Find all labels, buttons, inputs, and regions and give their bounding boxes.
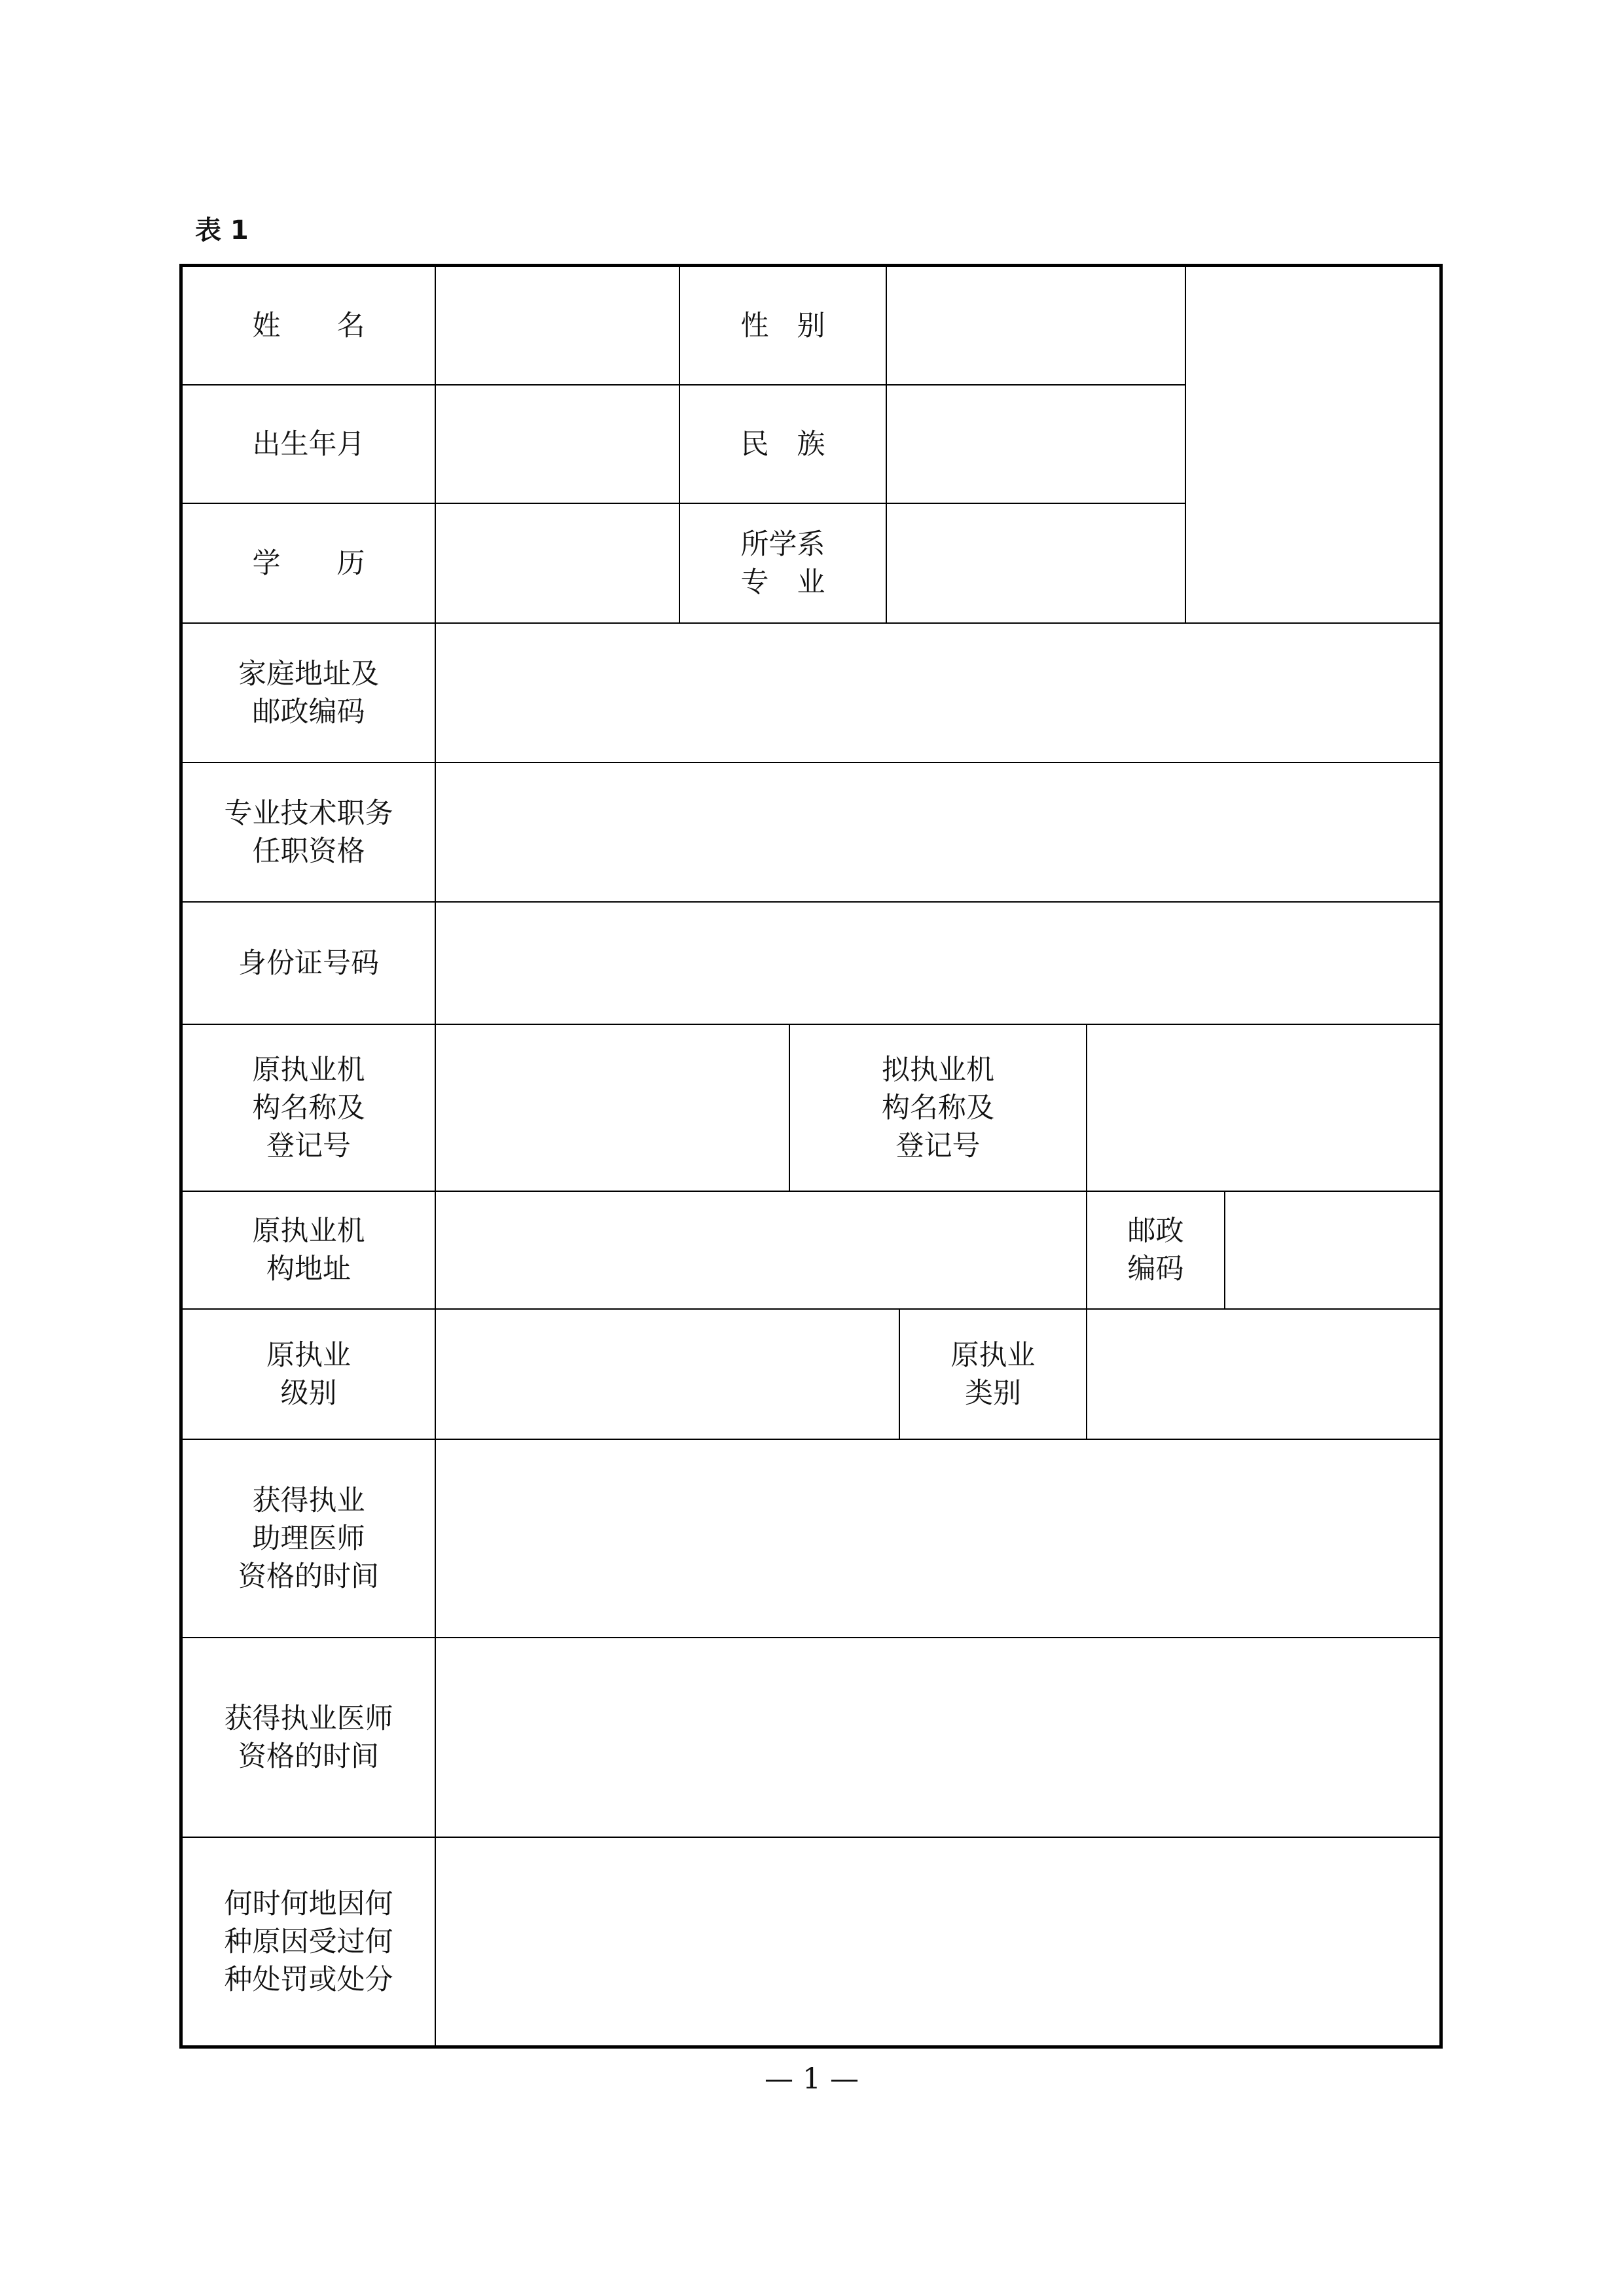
orig-org-addr-field[interactable] xyxy=(436,1192,1087,1310)
assistant-time-field[interactable] xyxy=(436,1440,1439,1638)
label-orig-category xyxy=(900,1310,1087,1440)
gender-field[interactable] xyxy=(887,267,1186,386)
label-id-number xyxy=(183,903,436,1025)
label-title xyxy=(183,763,436,903)
label-orig-org-addr-text: 原执业机 构地址 xyxy=(252,1215,365,1285)
orig-category-field[interactable] xyxy=(1087,1310,1439,1440)
label-orig-org xyxy=(183,1025,436,1192)
label-ethnicity-text: 民 族 xyxy=(740,427,825,461)
new-org-field[interactable] xyxy=(1087,1025,1439,1192)
label-orig-level xyxy=(183,1310,436,1440)
label-postcode xyxy=(1087,1192,1225,1310)
label-education xyxy=(183,504,436,624)
postcode-field[interactable] xyxy=(1225,1192,1439,1310)
label-birth xyxy=(183,386,436,504)
label-education-text: 学 历 xyxy=(252,547,365,580)
label-new-org xyxy=(790,1025,1087,1192)
label-ethnicity xyxy=(680,386,887,504)
label-title-text: 专业技术职务 任职资格 xyxy=(224,797,393,868)
page-number: — 1 — xyxy=(765,2062,859,2096)
label-penalty-text: 何时何地因何 种原因受过何 种处罚或处分 xyxy=(224,1887,393,1996)
label-major-text: 所学系 专 业 xyxy=(740,528,825,599)
label-physician-time-text: 获得执业医师 资格的时间 xyxy=(224,1702,393,1773)
label-major xyxy=(680,504,887,624)
ethnicity-field[interactable] xyxy=(887,386,1186,504)
birth-field[interactable] xyxy=(436,386,680,504)
label-physician-time xyxy=(183,1638,436,1838)
label-postcode-text: 邮政 编码 xyxy=(1127,1215,1184,1285)
orig-level-field[interactable] xyxy=(436,1310,900,1440)
label-orig-org-text: 原执业机 构名称及 登记号 xyxy=(252,1053,365,1162)
label-name-text: 姓 名 xyxy=(252,309,365,342)
address-field[interactable] xyxy=(436,624,1439,763)
label-assistant-time xyxy=(183,1440,436,1638)
major-field[interactable] xyxy=(887,504,1186,624)
physician-time-field[interactable] xyxy=(436,1638,1439,1838)
label-name xyxy=(183,267,436,386)
name-field[interactable] xyxy=(436,267,680,386)
title-field[interactable] xyxy=(436,763,1439,903)
penalty-field[interactable] xyxy=(436,1838,1439,2045)
label-id-number-text: 身份证号码 xyxy=(238,946,379,980)
education-field[interactable] xyxy=(436,504,680,624)
registration-form-table xyxy=(179,264,1443,2049)
label-address xyxy=(183,624,436,763)
label-assistant-time-text: 获得执业 助理医师 资格的时间 xyxy=(238,1484,379,1593)
label-orig-category-text: 原执业 类别 xyxy=(950,1338,1036,1410)
label-penalty xyxy=(183,1838,436,2045)
label-new-org-text: 拟执业机 构名称及 登记号 xyxy=(882,1053,994,1162)
label-orig-org-addr xyxy=(183,1192,436,1310)
orig-org-field[interactable] xyxy=(436,1025,790,1192)
label-birth-text: 出生年月 xyxy=(252,427,365,461)
table-caption: 表 1 xyxy=(195,215,249,245)
label-address-text: 家庭地址及 邮政编码 xyxy=(238,657,379,728)
label-orig-level-text: 原执业 级别 xyxy=(266,1338,351,1410)
label-gender-text: 性 别 xyxy=(740,309,825,342)
label-gender xyxy=(680,267,887,386)
photo-box[interactable] xyxy=(1186,267,1439,624)
id-number-field[interactable] xyxy=(436,903,1439,1025)
